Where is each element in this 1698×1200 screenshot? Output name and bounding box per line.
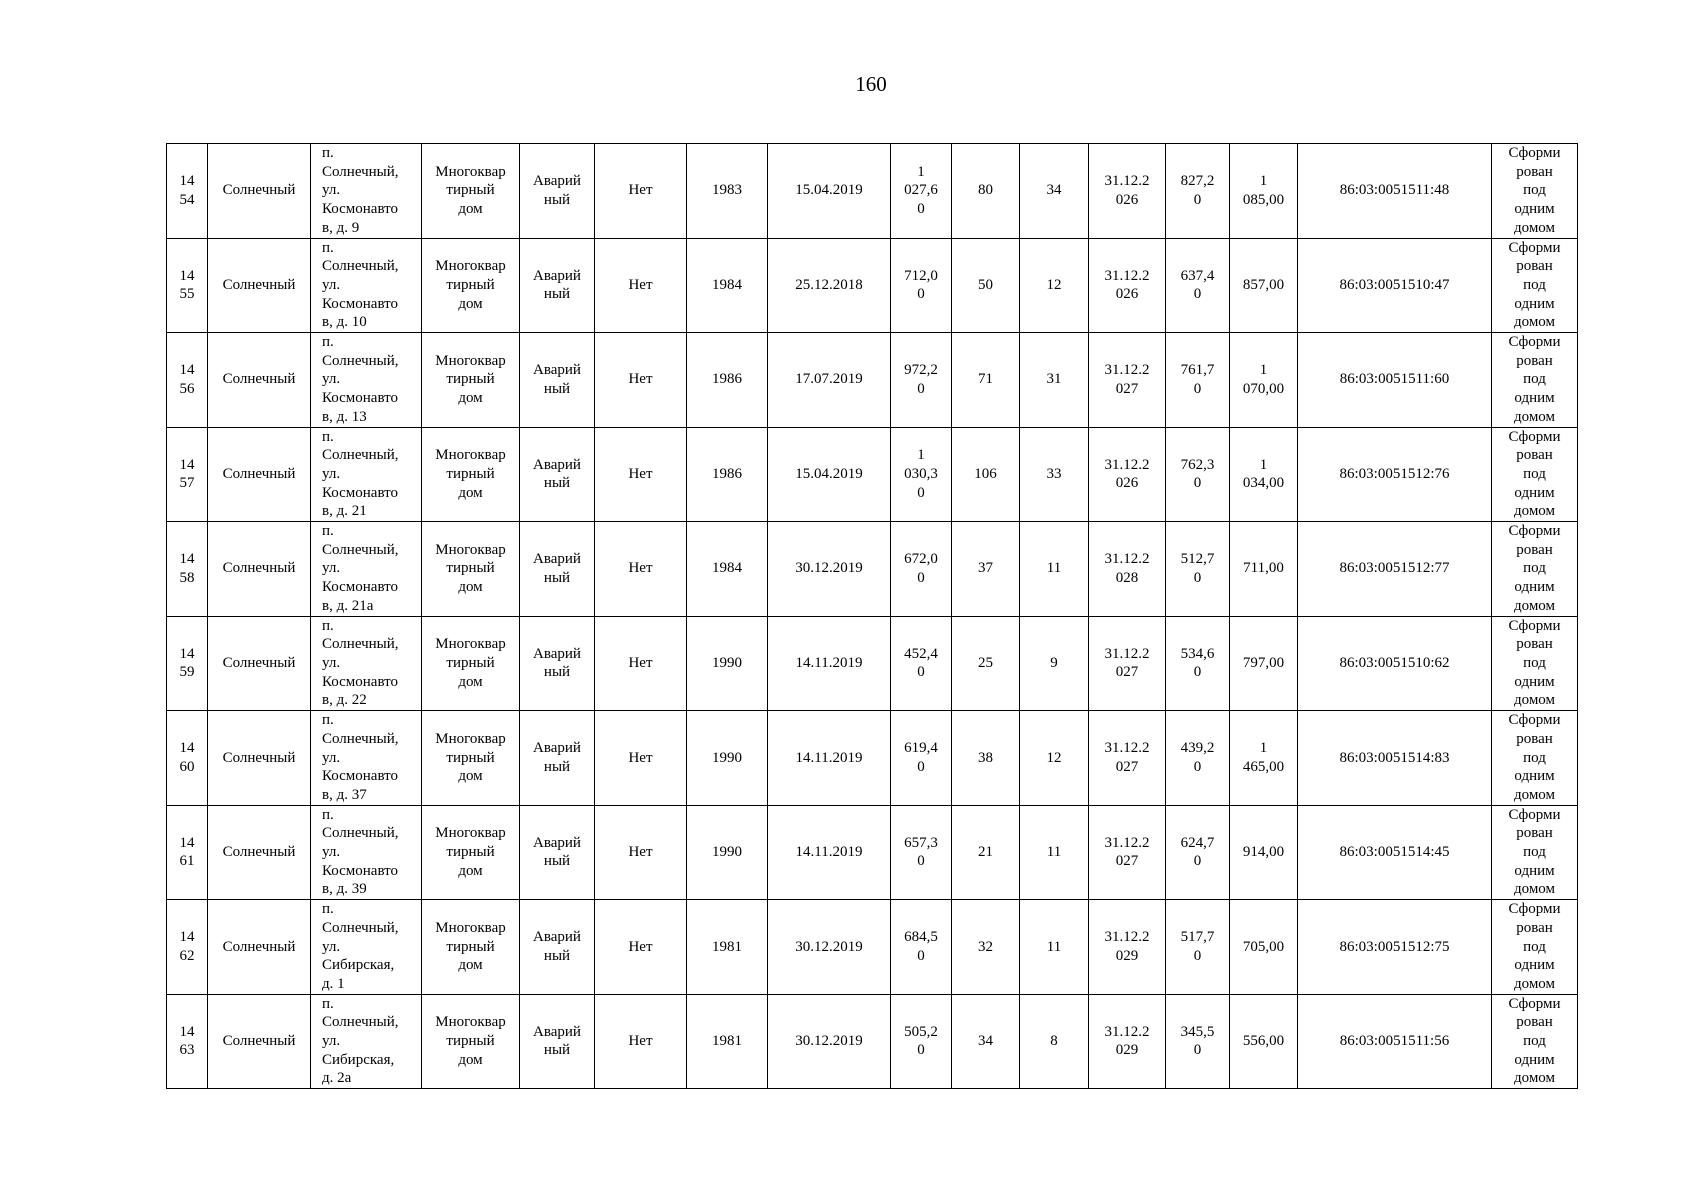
units-count-cell: 9 [1020,616,1089,711]
residents-count-cell: 37 [952,522,1020,617]
building-type-cell: Многоквар тирный дом [422,427,520,522]
total-area-cell: 1 027,6 0 [891,144,952,239]
condition-status-cell: Аварий ный [520,805,595,900]
total-area-cell: 672,0 0 [891,522,952,617]
residents-count-cell: 106 [952,427,1020,522]
cadastral-number-cell: 86:03:0051511:48 [1298,144,1492,239]
address-cell: п. Солнечный, ул. Космонавто в, д. 9 [311,144,422,239]
land-note-cell: Сформи рован под одним домом [1492,333,1578,428]
land-area-cell: 711,00 [1230,522,1298,617]
resettlement-deadline-cell: 31.12.2 026 [1089,144,1166,239]
recognition-date-cell: 30.12.2019 [768,994,891,1089]
land-area-cell: 1 070,00 [1230,333,1298,428]
living-area-cell: 827,2 0 [1166,144,1230,239]
build-year-cell: 1990 [687,805,768,900]
build-year-cell: 1990 [687,616,768,711]
flag-cell: Нет [595,522,687,617]
row-number-cell: 14 55 [167,238,208,333]
land-area-cell: 914,00 [1230,805,1298,900]
recognition-date-cell: 14.11.2019 [768,711,891,806]
table-row [167,994,1578,1089]
build-year-cell: 1981 [687,900,768,995]
living-area-cell: 439,2 0 [1166,711,1230,806]
land-note-cell: Сформи рован под одним домом [1492,238,1578,333]
units-count-cell: 33 [1020,427,1089,522]
building-type-cell: Многоквар тирный дом [422,616,520,711]
resettlement-deadline-cell: 31.12.2 028 [1089,522,1166,617]
cadastral-number-cell: 86:03:0051512:76 [1298,427,1492,522]
residents-count-cell: 25 [952,616,1020,711]
living-area-cell: 534,6 0 [1166,616,1230,711]
row-number-cell: 14 60 [167,711,208,806]
units-count-cell: 8 [1020,994,1089,1089]
units-count-cell: 12 [1020,711,1089,806]
land-area-cell: 797,00 [1230,616,1298,711]
building-type-cell: Многоквар тирный дом [422,994,520,1089]
recognition-date-cell: 14.11.2019 [768,616,891,711]
total-area-cell: 1 030,3 0 [891,427,952,522]
flag-cell: Нет [595,427,687,522]
recognition-date-cell: 30.12.2019 [768,522,891,617]
row-number-cell: 14 56 [167,333,208,428]
units-count-cell: 34 [1020,144,1089,239]
table-row [167,711,1578,806]
living-area-cell: 517,7 0 [1166,900,1230,995]
units-count-cell: 11 [1020,900,1089,995]
address-cell: п. Солнечный, ул. Космонавто в, д. 13 [311,333,422,428]
living-area-cell: 761,7 0 [1166,333,1230,428]
build-year-cell: 1981 [687,994,768,1089]
settlement-cell: Солнечный [208,427,311,522]
land-note-cell: Сформи рован под одним домом [1492,427,1578,522]
cadastral-number-cell: 86:03:0051514:45 [1298,805,1492,900]
land-note-cell: Сформи рован под одним домом [1492,900,1578,995]
residents-count-cell: 32 [952,900,1020,995]
table-row [167,427,1578,522]
building-type-cell: Многоквар тирный дом [422,900,520,995]
total-area-cell: 684,5 0 [891,900,952,995]
living-area-cell: 512,7 0 [1166,522,1230,617]
building-type-cell: Многоквар тирный дом [422,711,520,806]
residents-count-cell: 38 [952,711,1020,806]
settlement-cell: Солнечный [208,994,311,1089]
flag-cell: Нет [595,238,687,333]
land-area-cell: 705,00 [1230,900,1298,995]
flag-cell: Нет [595,333,687,428]
total-area-cell: 657,3 0 [891,805,952,900]
row-number-cell: 14 62 [167,900,208,995]
land-note-cell: Сформи рован под одним домом [1492,616,1578,711]
units-count-cell: 11 [1020,805,1089,900]
condition-status-cell: Аварий ный [520,900,595,995]
residents-count-cell: 71 [952,333,1020,428]
condition-status-cell: Аварий ный [520,711,595,806]
condition-status-cell: Аварий ный [520,994,595,1089]
recognition-date-cell: 30.12.2019 [768,900,891,995]
flag-cell: Нет [595,144,687,239]
building-type-cell: Многоквар тирный дом [422,238,520,333]
living-area-cell: 624,7 0 [1166,805,1230,900]
resettlement-deadline-cell: 31.12.2 027 [1089,805,1166,900]
resettlement-deadline-cell: 31.12.2 027 [1089,616,1166,711]
row-number-cell: 14 57 [167,427,208,522]
resettlement-deadline-cell: 31.12.2 029 [1089,994,1166,1089]
recognition-date-cell: 15.04.2019 [768,427,891,522]
cadastral-number-cell: 86:03:0051514:83 [1298,711,1492,806]
cadastral-number-cell: 86:03:0051510:47 [1298,238,1492,333]
residents-count-cell: 50 [952,238,1020,333]
settlement-cell: Солнечный [208,238,311,333]
table-row [167,522,1578,617]
table-row [167,144,1578,239]
address-cell: п. Солнечный, ул. Космонавто в, д. 39 [311,805,422,900]
residents-count-cell: 80 [952,144,1020,239]
settlement-cell: Солнечный [208,522,311,617]
address-cell: п. Солнечный, ул. Космонавто в, д. 10 [311,238,422,333]
condition-status-cell: Аварий ный [520,238,595,333]
row-number-cell: 14 58 [167,522,208,617]
condition-status-cell: Аварий ный [520,144,595,239]
build-year-cell: 1990 [687,711,768,806]
flag-cell: Нет [595,805,687,900]
settlement-cell: Солнечный [208,333,311,428]
resettlement-deadline-cell: 31.12.2 026 [1089,238,1166,333]
land-note-cell: Сформи рован под одним домом [1492,522,1578,617]
land-note-cell: Сформи рован под одним домом [1492,144,1578,239]
table-row [167,238,1578,333]
land-note-cell: Сформи рован под одним домом [1492,805,1578,900]
cadastral-number-cell: 86:03:0051510:62 [1298,616,1492,711]
condition-status-cell: Аварий ный [520,616,595,711]
recognition-date-cell: 15.04.2019 [768,144,891,239]
cadastral-number-cell: 86:03:0051511:60 [1298,333,1492,428]
table-body [167,144,1578,1089]
address-cell: п. Солнечный, ул. Сибирская, д. 2а [311,994,422,1089]
flag-cell: Нет [595,994,687,1089]
table-row [167,900,1578,995]
build-year-cell: 1984 [687,522,768,617]
land-area-cell: 1 085,00 [1230,144,1298,239]
residents-count-cell: 34 [952,994,1020,1089]
table-row [167,805,1578,900]
land-area-cell: 857,00 [1230,238,1298,333]
row-number-cell: 14 59 [167,616,208,711]
building-type-cell: Многоквар тирный дом [422,522,520,617]
address-cell: п. Солнечный, ул. Сибирская, д. 1 [311,900,422,995]
total-area-cell: 452,4 0 [891,616,952,711]
flag-cell: Нет [595,616,687,711]
resettlement-deadline-cell: 31.12.2 026 [1089,427,1166,522]
settlement-cell: Солнечный [208,805,311,900]
units-count-cell: 31 [1020,333,1089,428]
recognition-date-cell: 14.11.2019 [768,805,891,900]
total-area-cell: 505,2 0 [891,994,952,1089]
flag-cell: Нет [595,711,687,806]
land-note-cell: Сформи рован под одним домом [1492,994,1578,1089]
land-note-cell: Сформи рован под одним домом [1492,711,1578,806]
living-area-cell: 762,3 0 [1166,427,1230,522]
settlement-cell: Солнечный [208,711,311,806]
condition-status-cell: Аварий ный [520,427,595,522]
land-area-cell: 556,00 [1230,994,1298,1089]
resettlement-deadline-cell: 31.12.2 027 [1089,333,1166,428]
settlement-cell: Солнечный [208,144,311,239]
flag-cell: Нет [595,900,687,995]
units-count-cell: 12 [1020,238,1089,333]
recognition-date-cell: 25.12.2018 [768,238,891,333]
resettlement-deadline-cell: 31.12.2 027 [1089,711,1166,806]
address-cell: п. Солнечный, ул. Космонавто в, д. 37 [311,711,422,806]
building-type-cell: Многоквар тирный дом [422,805,520,900]
build-year-cell: 1984 [687,238,768,333]
table-row [167,333,1578,428]
page-number: 160 [855,72,887,96]
recognition-date-cell: 17.07.2019 [768,333,891,428]
building-type-cell: Многоквар тирный дом [422,333,520,428]
building-type-cell: Многоквар тирный дом [422,144,520,239]
build-year-cell: 1986 [687,333,768,428]
units-count-cell: 11 [1020,522,1089,617]
row-number-cell: 14 54 [167,144,208,239]
address-cell: п. Солнечный, ул. Космонавто в, д. 21а [311,522,422,617]
total-area-cell: 712,0 0 [891,238,952,333]
address-cell: п. Солнечный, ул. Космонавто в, д. 22 [311,616,422,711]
row-number-cell: 14 63 [167,994,208,1089]
total-area-cell: 619,4 0 [891,711,952,806]
condition-status-cell: Аварий ный [520,333,595,428]
cadastral-number-cell: 86:03:0051512:77 [1298,522,1492,617]
land-area-cell: 1 465,00 [1230,711,1298,806]
build-year-cell: 1983 [687,144,768,239]
resettlement-deadline-cell: 31.12.2 029 [1089,900,1166,995]
living-area-cell: 637,4 0 [1166,238,1230,333]
table-row [167,616,1578,711]
settlement-cell: Солнечный [208,616,311,711]
settlement-cell: Солнечный [208,900,311,995]
build-year-cell: 1986 [687,427,768,522]
cadastral-number-cell: 86:03:0051511:56 [1298,994,1492,1089]
total-area-cell: 972,2 0 [891,333,952,428]
row-number-cell: 14 61 [167,805,208,900]
cadastral-number-cell: 86:03:0051512:75 [1298,900,1492,995]
land-area-cell: 1 034,00 [1230,427,1298,522]
address-cell: п. Солнечный, ул. Космонавто в, д. 21 [311,427,422,522]
living-area-cell: 345,5 0 [1166,994,1230,1089]
condition-status-cell: Аварий ный [520,522,595,617]
housing-registry-table [166,143,1578,1089]
residents-count-cell: 21 [952,805,1020,900]
